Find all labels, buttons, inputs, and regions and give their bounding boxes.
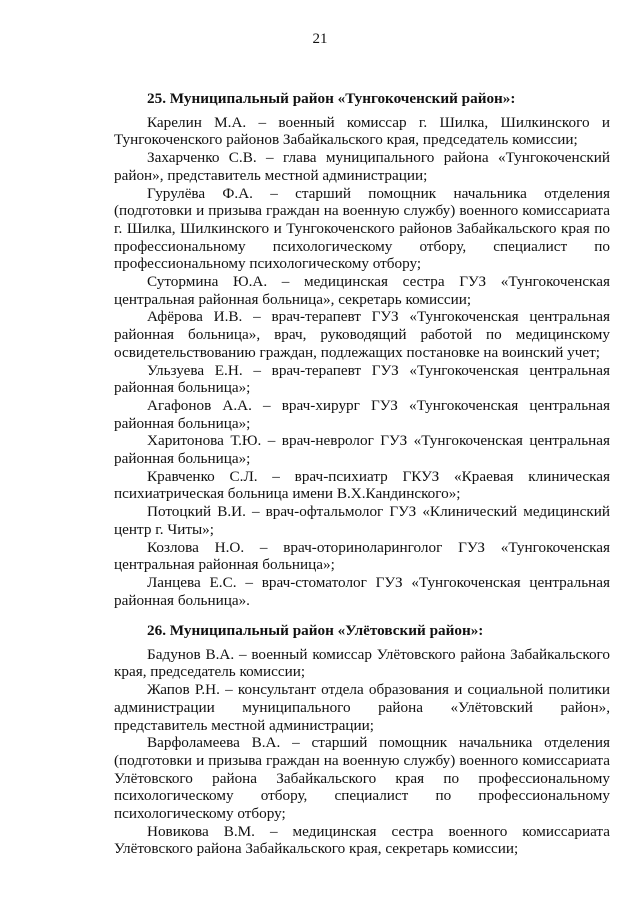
member-entry: Жапов Р.Н. – консультант отдела образования и социальной политики администрации муниципального района «Улётовский район», представитель местной администрации; [114, 681, 610, 734]
member-entry: Агафонов А.А. – врач-хирург ГУЗ «Тунгокоченская центральная районная больница»; [114, 396, 610, 432]
member-entry: Сутормина Ю.А. – медицинская сестра ГУЗ «Тунгокоченская центральная районная больница», секретарь комиссии; [114, 273, 610, 308]
member-entry: Бадунов В.А. – военный комиссар Улётовского района Забайкальского края, председатель комиссии; [114, 645, 610, 681]
member-entry: Варфоламеева В.А. – старший помощник начальника отделения (подготовки и призыва граждан на военную службу) военного комиссариата Улётовского района Забайкальского края по профессиональному психологическому отбору, специалист по профессиональному психологическому отбору; [114, 734, 610, 823]
section-25 [114, 90, 610, 609]
member-entry: Ланцева Е.С. – врач-стоматолог ГУЗ «Тунгокоченская центральная районная больница». [114, 573, 610, 609]
section-heading: 25. Муниципальный район «Тунгокоченский район»: [147, 90, 516, 107]
member-entry: Карелин М.А. – военный комиссар г. Шилка, Шилкинского и Тунгокоченского районов Забайкальского края, председатель комиссии; [114, 113, 610, 149]
member-entry: Козлова Н.О. – врач-оториноларинголог ГУЗ «Тунгокоченская центральная районная больница»; [114, 538, 610, 574]
member-entry: Новикова В.М. – медицинская сестра военного комиссариата Улётовского района Забайкальского края, секретарь комиссии; [114, 822, 610, 858]
member-entry: Афёрова И.В. – врач-терапевт ГУЗ «Тунгокоченская центральная районная больница», врач, руководящий работой по медицинскому освидетельствованию граждан, подлежащих постановке на воинский учет; [114, 308, 610, 361]
member-entry: Гурулёва Ф.А. – старший помощник начальника отделения (подготовки и призыва граждан на военную службу) военного комиссариата г. Шилка, Шилкинского и Тунгокоченского районов Забайкальского края по профессиональному психологическому отбору, специалист по профессиональному психологическому отбору; [114, 184, 610, 273]
section-heading: 26. Муниципальный район «Улётовский район»: [147, 622, 484, 639]
member-entry: Ульзуева Е.Н. – врач-терапевт ГУЗ «Тунгокоченская центральная районная больница»; [114, 361, 610, 397]
member-entry: Харитонова Т.Ю. – врач-невролог ГУЗ «Тунгокоченская центральная районная больница»; [114, 432, 610, 468]
member-entry: Кравченко С.Л. – врач-психиатр ГКУЗ «Краевая клиническая психиатрическая больница имени В.Х.Кандинского»; [114, 467, 610, 503]
page-number: 21 [312, 31, 328, 47]
member-entry: Захарченко С.В. – глава муниципального района «Тунгокоченский район», представитель местной администрации; [114, 149, 610, 184]
section-26 [114, 622, 610, 858]
member-entry: Потоцкий В.И. – врач-офтальмолог ГУЗ «Клинический медицинский центр г. Читы»; [114, 503, 610, 538]
